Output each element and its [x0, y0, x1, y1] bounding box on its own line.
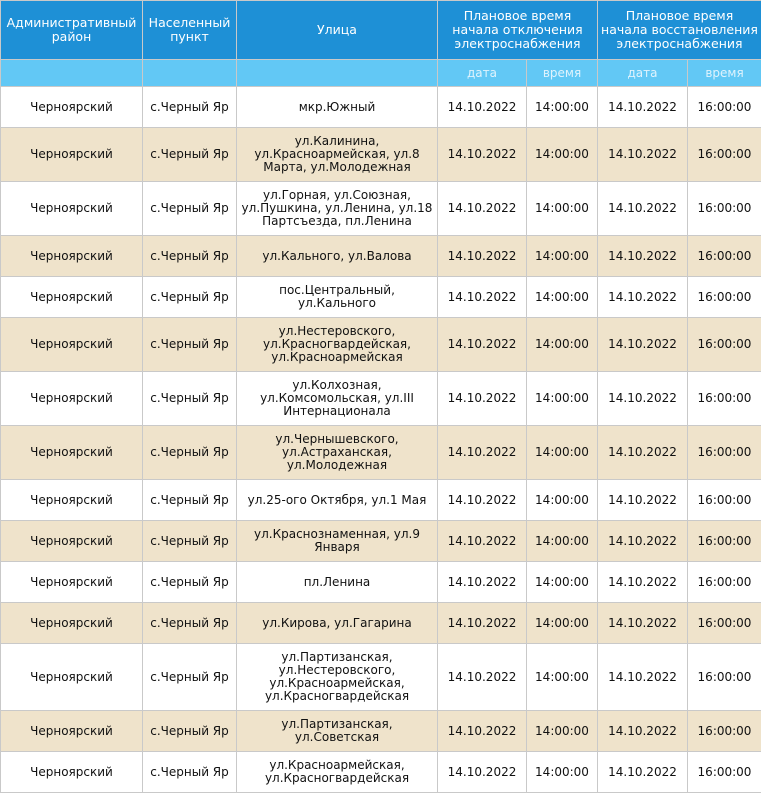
table-row	[1, 128, 761, 182]
cell-off-time: 14:00:00	[527, 752, 598, 793]
table-row	[1, 236, 761, 277]
cell-on-time: 16:00:00	[688, 277, 761, 318]
cell-on-date: 14.10.2022	[598, 426, 688, 480]
cell-off-time: 14:00:00	[527, 711, 598, 752]
cell-on-date: 14.10.2022	[598, 318, 688, 372]
cell-settlement: с.Черный Яр	[143, 644, 237, 711]
cell-settlement: с.Черный Яр	[143, 562, 237, 603]
cell-settlement: с.Черный Яр	[143, 752, 237, 793]
cell-off-time: 14:00:00	[527, 644, 598, 711]
cell-settlement: с.Черный Яр	[143, 128, 237, 182]
cell-on-time: 16:00:00	[688, 521, 761, 562]
cell-on-date: 14.10.2022	[598, 87, 688, 128]
cell-on-time: 16:00:00	[688, 182, 761, 236]
cell-on-date: 14.10.2022	[598, 480, 688, 521]
cell-off-date: 14.10.2022	[438, 128, 527, 182]
cell-street: пл.Ленина	[237, 562, 438, 603]
cell-street: ул.Калинина, ул.Красноармейская, ул.8 Марта, ул.Молодежная	[237, 128, 438, 182]
cell-settlement: с.Черный Яр	[143, 521, 237, 562]
table-row	[1, 87, 761, 128]
cell-on-time: 16:00:00	[688, 644, 761, 711]
cell-off-time: 14:00:00	[527, 128, 598, 182]
subheader-off-date: дата	[438, 60, 527, 87]
cell-settlement: с.Черный Яр	[143, 236, 237, 277]
table-row	[1, 644, 761, 711]
subheader-on-time: время	[688, 60, 761, 87]
cell-street: пос.Центральный, ул.Кального	[237, 277, 438, 318]
cell-street: ул.Партизанская, ул.Советская	[237, 711, 438, 752]
cell-street: ул.Чернышевского, ул.Астраханская, ул.Молодежная	[237, 426, 438, 480]
cell-off-time: 14:00:00	[527, 562, 598, 603]
cell-on-date: 14.10.2022	[598, 752, 688, 793]
subheader-blank	[143, 60, 237, 87]
cell-on-time: 16:00:00	[688, 426, 761, 480]
header-district: Административный район	[1, 1, 143, 60]
table-row	[1, 318, 761, 372]
cell-district: Черноярский	[1, 236, 143, 277]
cell-on-date: 14.10.2022	[598, 603, 688, 644]
cell-off-date: 14.10.2022	[438, 236, 527, 277]
cell-off-date: 14.10.2022	[438, 318, 527, 372]
cell-on-date: 14.10.2022	[598, 521, 688, 562]
cell-on-time: 16:00:00	[688, 128, 761, 182]
cell-off-time: 14:00:00	[527, 87, 598, 128]
cell-on-date: 14.10.2022	[598, 236, 688, 277]
cell-on-time: 16:00:00	[688, 603, 761, 644]
cell-off-time: 14:00:00	[527, 182, 598, 236]
cell-street: ул.Краснознаменная, ул.9 Января	[237, 521, 438, 562]
cell-on-time: 16:00:00	[688, 752, 761, 793]
cell-street: ул.Кирова, ул.Гагарина	[237, 603, 438, 644]
cell-off-date: 14.10.2022	[438, 87, 527, 128]
cell-off-time: 14:00:00	[527, 521, 598, 562]
cell-off-date: 14.10.2022	[438, 182, 527, 236]
cell-district: Черноярский	[1, 128, 143, 182]
cell-street: ул.Красноармейская, ул.Красногвардейская	[237, 752, 438, 793]
cell-district: Черноярский	[1, 644, 143, 711]
cell-off-time: 14:00:00	[527, 426, 598, 480]
cell-district: Черноярский	[1, 521, 143, 562]
table-row	[1, 562, 761, 603]
table-body	[1, 87, 761, 793]
cell-off-time: 14:00:00	[527, 480, 598, 521]
cell-off-date: 14.10.2022	[438, 277, 527, 318]
cell-on-time: 16:00:00	[688, 480, 761, 521]
cell-settlement: с.Черный Яр	[143, 87, 237, 128]
cell-district: Черноярский	[1, 480, 143, 521]
cell-off-date: 14.10.2022	[438, 521, 527, 562]
cell-district: Черноярский	[1, 562, 143, 603]
cell-off-date: 14.10.2022	[438, 603, 527, 644]
table-row	[1, 426, 761, 480]
header-street: Улица	[237, 1, 438, 60]
cell-street: ул.Кального, ул.Валова	[237, 236, 438, 277]
cell-off-date: 14.10.2022	[438, 562, 527, 603]
cell-district: Черноярский	[1, 182, 143, 236]
cell-settlement: с.Черный Яр	[143, 711, 237, 752]
cell-street: ул.Партизанская, ул.Нестеровского, ул.Красноармейская, ул.Красногвардейская	[237, 644, 438, 711]
cell-on-date: 14.10.2022	[598, 711, 688, 752]
cell-settlement: с.Черный Яр	[143, 426, 237, 480]
table-row	[1, 480, 761, 521]
cell-on-time: 16:00:00	[688, 87, 761, 128]
cell-on-date: 14.10.2022	[598, 372, 688, 426]
subheader-blank	[1, 60, 143, 87]
cell-off-date: 14.10.2022	[438, 372, 527, 426]
header-settlement: Населенный пункт	[143, 1, 237, 60]
table-row	[1, 372, 761, 426]
cell-settlement: с.Черный Яр	[143, 318, 237, 372]
cell-on-date: 14.10.2022	[598, 644, 688, 711]
cell-off-time: 14:00:00	[527, 318, 598, 372]
subheader-blank	[237, 60, 438, 87]
cell-off-time: 14:00:00	[527, 277, 598, 318]
cell-street: ул.Нестеровского, ул.Красногвардейская, ул.Красноармейская	[237, 318, 438, 372]
cell-off-date: 14.10.2022	[438, 711, 527, 752]
cell-on-time: 16:00:00	[688, 236, 761, 277]
cell-off-time: 14:00:00	[527, 372, 598, 426]
cell-district: Черноярский	[1, 318, 143, 372]
table-row	[1, 752, 761, 793]
cell-on-date: 14.10.2022	[598, 562, 688, 603]
cell-on-time: 16:00:00	[688, 372, 761, 426]
cell-off-date: 14.10.2022	[438, 480, 527, 521]
table-row	[1, 277, 761, 318]
cell-settlement: с.Черный Яр	[143, 603, 237, 644]
cell-district: Черноярский	[1, 87, 143, 128]
cell-on-date: 14.10.2022	[598, 182, 688, 236]
cell-street: ул.Колхозная, ул.Комсомольская, ул.III Интернационала	[237, 372, 438, 426]
cell-off-time: 14:00:00	[527, 603, 598, 644]
cell-off-date: 14.10.2022	[438, 752, 527, 793]
cell-off-date: 14.10.2022	[438, 426, 527, 480]
table-row	[1, 521, 761, 562]
cell-settlement: с.Черный Яр	[143, 277, 237, 318]
subheader-on-date: дата	[598, 60, 688, 87]
cell-settlement: с.Черный Яр	[143, 182, 237, 236]
cell-district: Черноярский	[1, 277, 143, 318]
table-row	[1, 711, 761, 752]
cell-district: Черноярский	[1, 426, 143, 480]
cell-district: Черноярский	[1, 603, 143, 644]
cell-street: ул.Горная, ул.Союзная, ул.Пушкина, ул.Ленина, ул.18 Партсъезда, пл.Ленина	[237, 182, 438, 236]
table-row	[1, 603, 761, 644]
cell-on-time: 16:00:00	[688, 318, 761, 372]
cell-on-date: 14.10.2022	[598, 128, 688, 182]
cell-off-time: 14:00:00	[527, 236, 598, 277]
table-row	[1, 182, 761, 236]
cell-on-date: 14.10.2022	[598, 277, 688, 318]
header-restore-time: Плановое время начала восстановления электроснабжения	[598, 1, 761, 60]
header-off-time: Плановое время начала отключения электроснабжения	[438, 1, 598, 60]
cell-street: ул.25-ого Октября, ул.1 Мая	[237, 480, 438, 521]
cell-district: Черноярский	[1, 752, 143, 793]
subheader-off-time: время	[527, 60, 598, 87]
cell-off-date: 14.10.2022	[438, 644, 527, 711]
cell-settlement: с.Черный Яр	[143, 480, 237, 521]
cell-district: Черноярский	[1, 372, 143, 426]
cell-street: мкр.Южный	[237, 87, 438, 128]
cell-on-time: 16:00:00	[688, 562, 761, 603]
cell-settlement: с.Черный Яр	[143, 372, 237, 426]
cell-district: Черноярский	[1, 711, 143, 752]
cell-on-time: 16:00:00	[688, 711, 761, 752]
